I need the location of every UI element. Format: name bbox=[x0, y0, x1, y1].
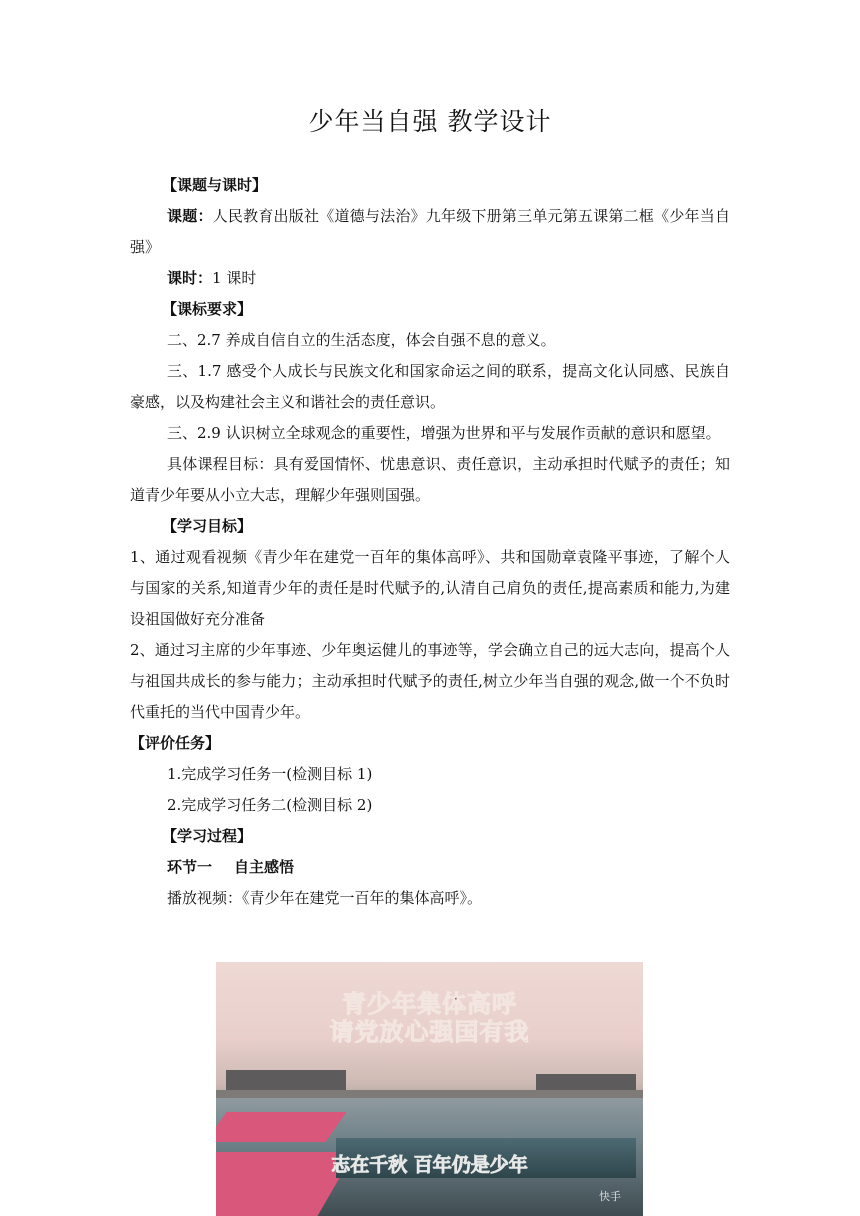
process-heading: 【学习过程】 bbox=[162, 827, 253, 845]
course-paragraph bbox=[130, 201, 730, 263]
standard-goal: 具体课程目标：具有爱国情怀、忧患意识、责任意识，主动承担时代赋予的责任；知道青少年要从小立大志，理解少年强则国强。 bbox=[130, 455, 730, 504]
video-caption-line1: 青少年集体高呼 bbox=[342, 990, 517, 1018]
course-heading: 【课题与课时】 bbox=[162, 176, 268, 194]
video-screenshot bbox=[216, 962, 643, 1216]
standard-item-3: 三、2.9 认识树立全球观念的重要性，增强为世界和平与发展作贡献的意识和愿望。 bbox=[167, 424, 721, 442]
document-body bbox=[130, 170, 730, 914]
course-label: 课题： bbox=[167, 207, 213, 225]
objective-item-2: 2、通过习主席的少年事迹、少年奥运健儿的事迹等，学会确立自己的远大志向，提高个人与祖国共成长的参与能力；主动承担时代赋予的责任,树立少年当自强的观念,做一个不负时代重托的当代中国青少年。 bbox=[130, 641, 730, 721]
eval-heading: 【评价任务】 bbox=[130, 734, 221, 752]
play-video-text: 播放视频：《青少年在建党一百年的集体高呼》。 bbox=[167, 889, 483, 907]
video-caption-line2: 请党放心强国有我 bbox=[329, 1018, 530, 1046]
standard-item-1: 二、2.7 养成自信自立的生活态度，体会自强不息的意义。 bbox=[167, 331, 556, 349]
pink-block-shape bbox=[216, 1112, 347, 1142]
course-text: 人民教育出版社《道德与法治》九年级下册第三单元第五课第二框《少年当自强》 bbox=[130, 207, 730, 256]
hours-label: 课时： bbox=[167, 269, 213, 287]
stage-line bbox=[130, 852, 730, 883]
stage-label: 环节一 bbox=[167, 858, 213, 876]
hours-paragraph bbox=[130, 263, 730, 294]
document-title: 少年当自强 教学设计 bbox=[308, 107, 552, 136]
stage-name: 自主感悟 bbox=[234, 858, 295, 876]
objective-item-1: 1、通过观看视频《青少年在建党一百年的集体高呼》、共和国勋章袁隆平事迹，了解个人与国家的关系,知道青少年的责任是时代赋予的,认清自己肩负的责任,提高素质和能力,为建设祖国做好充分准备 bbox=[130, 548, 730, 628]
video-watermark: 快手 bbox=[599, 1190, 621, 1203]
eval-item-2: 2.完成学习任务二(检测目标 2) bbox=[167, 796, 373, 814]
standard-heading: 【课标要求】 bbox=[162, 300, 253, 318]
eval-item-1: 1.完成学习任务一(检测目标 1) bbox=[167, 765, 373, 783]
gate-building-shape bbox=[226, 1070, 346, 1092]
hours-text: 1 课时 bbox=[212, 269, 257, 287]
video-subtitle: 志在千秋 百年仍是少年 bbox=[331, 1154, 528, 1176]
standard-item-2: 三、1.7 感受个人成长与民族文化和国家命运之间的联系，提高文化认同感、民族自豪感，以及构建社会主义和谐社会的责任意识。 bbox=[130, 362, 730, 411]
objective-heading: 【学习目标】 bbox=[162, 517, 253, 535]
horizon-shape bbox=[216, 1090, 643, 1098]
